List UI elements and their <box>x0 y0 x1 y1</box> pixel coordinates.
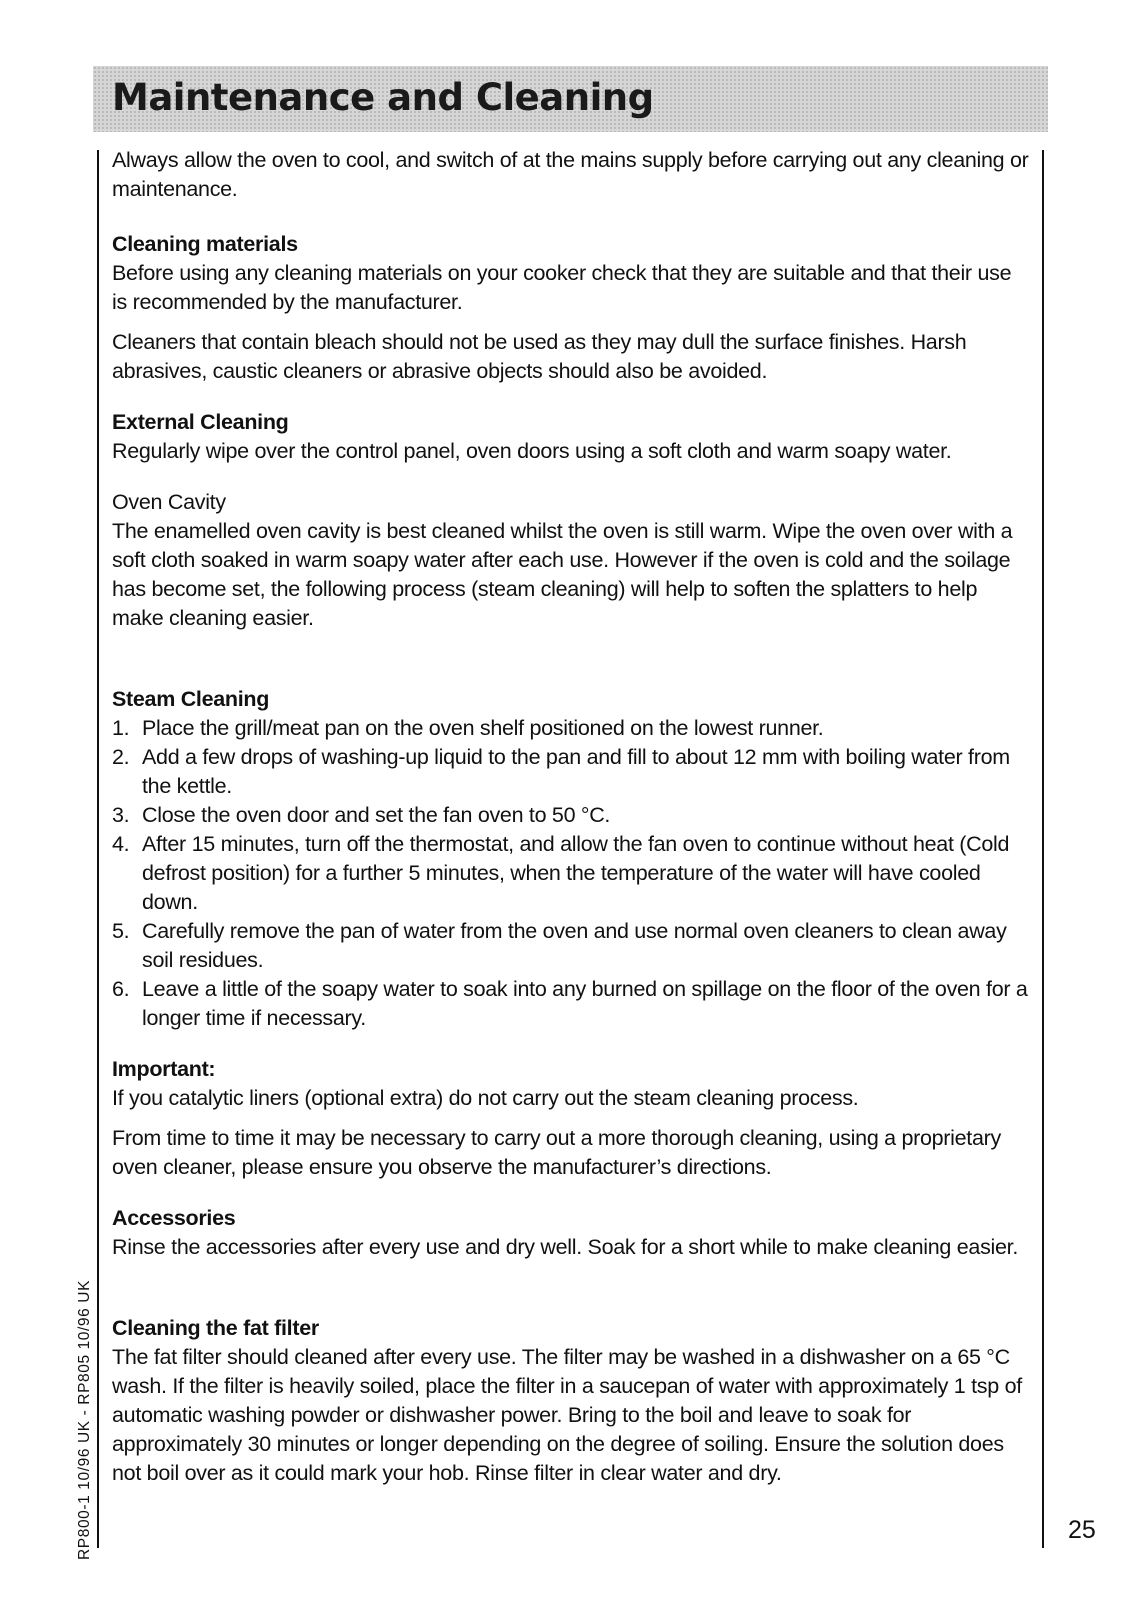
step-number: 3. <box>112 803 130 827</box>
step-number: 4. <box>112 832 130 856</box>
accessories-text: Rinse the accessories after every use and dry well. Soak for a short while to make cleaning easier. <box>112 1235 1019 1259</box>
step-text: Close the oven door and set the fan oven to 50 °C. <box>142 803 611 827</box>
fat-filter-text: The fat filter should cleaned after every use. The filter may be washed in a dishwasher on a 65 °C wash. If the filter is heavily soiled, place the filter in a saucepan of water with approximately 1 tsp of automatic washing powder or dishwasher power. Bring to the boil and leave to soak for approximately 30 minutes or longer depending on the degree of soiling. Ensure the solution does not boil over as it could mark your hob. Rinse filter in clear water and dry. <box>112 1345 1022 1485</box>
list-item <box>112 917 1030 975</box>
fat-filter-heading: Cleaning the fat filter <box>112 1316 319 1340</box>
external-cleaning-text: Regularly wipe over the control panel, oven doors using a soft cloth and warm soapy water. <box>112 439 952 463</box>
cleaning-materials-text-1: Before using any cleaning materials on your cooker check that they are suitable and that their use is recommended by the manufacturer. <box>112 261 1012 314</box>
external-cleaning-section <box>112 408 1030 466</box>
step-number: 5. <box>112 919 130 943</box>
list-item <box>112 714 1030 743</box>
accessories-heading: Accessories <box>112 1206 236 1230</box>
step-text: Carefully remove the pan of water from the oven and use normal oven cleaners to clean away soil residues. <box>142 919 1007 972</box>
step-text: Leave a little of the soapy water to soak into any burned on spillage on the floor of the oven for a longer time if necessary. <box>142 977 1028 1030</box>
cleaning-materials-heading: Cleaning materials <box>112 232 298 256</box>
accessories-section <box>112 1204 1030 1262</box>
step-number: 2. <box>112 745 130 769</box>
steam-cleaning-steps <box>112 714 1030 1033</box>
list-item <box>112 801 1030 830</box>
page-content <box>112 146 1030 1488</box>
important-section <box>112 1055 1030 1182</box>
important-heading: Important: <box>112 1057 216 1081</box>
cleaning-materials-section <box>112 230 1030 386</box>
steam-cleaning-section <box>112 685 1030 1033</box>
steam-cleaning-heading: Steam Cleaning <box>112 687 270 711</box>
page-title: Maintenance and Cleaning <box>112 76 654 119</box>
step-text: After 15 minutes, turn off the thermostat, and allow the fan oven to continue without heat (Cold defrost position) for a further 5 minutes, when the temperature of the water will have cooled down. <box>142 832 1010 914</box>
important-text-2: From time to time it may be necessary to carry out a more thorough cleaning, using a proprietary oven cleaner, please ensure you observe the manufacturer’s directions. <box>112 1126 1001 1179</box>
fat-filter-section <box>112 1314 1030 1488</box>
left-margin-rule <box>97 150 99 1548</box>
external-cleaning-heading: External Cleaning <box>112 410 289 434</box>
step-text: Add a few drops of washing-up liquid to the pan and fill to about 12 mm with boiling water from the kettle. <box>142 745 1010 798</box>
oven-cavity-heading: Oven Cavity <box>112 490 226 514</box>
list-item <box>112 975 1030 1033</box>
step-text: Place the grill/meat pan on the oven shelf positioned on the lowest runner. <box>142 716 824 740</box>
step-number: 6. <box>112 977 130 1001</box>
important-text-1: If you catalytic liners (optional extra) do not carry out the steam cleaning process. <box>112 1086 859 1110</box>
cleaning-materials-text-2: Cleaners that contain bleach should not be used as they may dull the surface finishes. Harsh abrasives, caustic cleaners or abrasive objects should also be avoided. <box>112 330 967 383</box>
intro-paragraph: Always allow the oven to cool, and switch of at the mains supply before carrying out any cleaning or maintenance. <box>112 148 1029 201</box>
oven-cavity-section <box>112 488 1030 633</box>
right-margin-rule <box>1042 150 1044 1548</box>
document-code: RP800-1 10/96 UK - RP805 10/96 UK <box>76 1279 93 1560</box>
oven-cavity-text: The enamelled oven cavity is best cleaned whilst the oven is still warm. Wipe the oven over with a soft cloth soaked in warm soapy water after each use. However if the oven is cold and the soilage has become set, the following process (steam cleaning) will help to soften the splatters to help make cleaning easier. <box>112 519 1013 630</box>
list-item <box>112 830 1030 917</box>
step-number: 1. <box>112 716 130 740</box>
list-item <box>112 743 1030 801</box>
page-number: 25 <box>1068 1516 1096 1544</box>
